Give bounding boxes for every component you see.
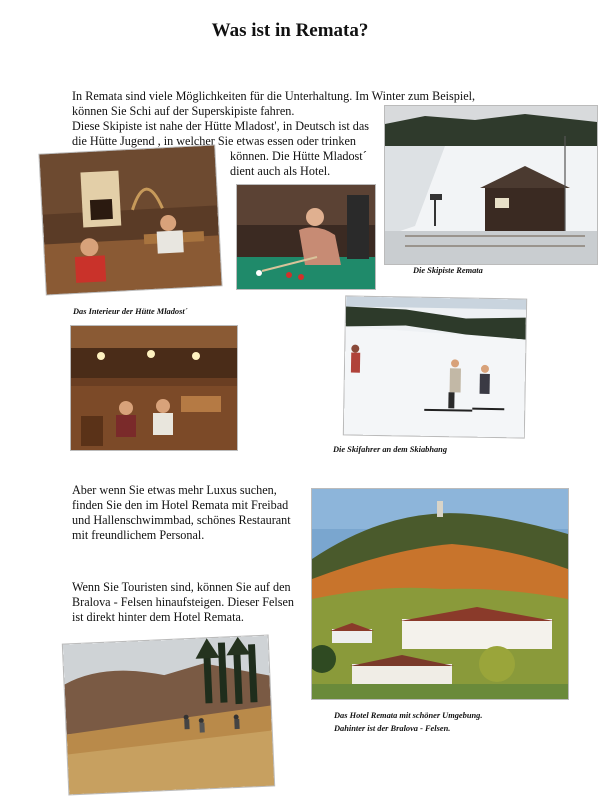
intro-line-1: In Remata sind viele Möglichkeiten für die Unterhaltung. Im Winter zum Beispiel, (72, 89, 476, 103)
skiers-caption: Die Skifahrer an dem Skiabhang (333, 445, 448, 454)
luxury-line-3: und Hallenschwimmbad, schönes Restaurant (72, 513, 291, 527)
luxury-line-4: mit freundlichem Personal. (72, 528, 205, 542)
hotel-caption-line-2: Dahinter ist der Bralova - Felsen. (334, 724, 451, 733)
intro-line-2: können Sie Schi auf der Superskipiste fahren. (72, 104, 295, 118)
intro-line-3: Diese Skipiste ist nahe der Hütte Mladost', in Deutsch ist das (72, 119, 370, 133)
luxury-line-1: Aber wenn Sie etwas mehr Luxus suchen, (72, 483, 277, 497)
tourists-line-3: ist direkt hinter dem Hotel Remata. (72, 610, 244, 624)
tourists-line-1: Wenn Sie Touristen sind, können Sie auf den (72, 580, 291, 594)
hotel-remata-photo (312, 489, 568, 699)
ski-slope-caption: Die Skipiste Remata (413, 266, 483, 275)
luxury-line-2: finden Sie den im Hotel Remata mit Freibad (72, 498, 289, 512)
hikers-photo (63, 636, 274, 795)
ski-slope-photo (385, 106, 597, 264)
interior-caption: Das Interieur der Hütte Mladost´ (73, 307, 188, 316)
luxury-paragraph (72, 483, 312, 543)
intro-line-5: können. Die Hütte Mladost´ (230, 149, 367, 163)
skiers-photo (344, 296, 526, 437)
hotel-caption-line-1: Das Hotel Remata mit schöner Umgebung. (334, 711, 483, 720)
intro-line-6: dient auch als Hotel. (230, 164, 331, 178)
intro-paragraph-continued (230, 149, 390, 179)
tourists-paragraph (72, 580, 312, 625)
hut-interior-photo (39, 146, 221, 295)
billiards-photo (237, 185, 375, 289)
tourists-line-2: Bralova - Felsen hinaufsteigen. Dieser Felsen (72, 595, 295, 609)
restaurant-interior-photo (71, 326, 237, 450)
intro-line-4: die Hütte Jugend , in welcher Sie etwas essen oder trinken (72, 134, 356, 148)
page-title: Was ist in Remata? (211, 20, 369, 41)
